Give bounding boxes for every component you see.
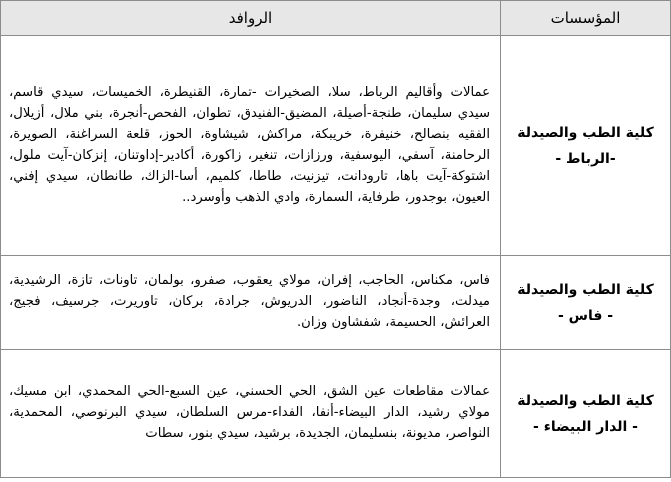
- institution-cell: [501, 350, 671, 478]
- institution-city: -الرباط -: [555, 150, 616, 167]
- institution-name: كلية الطب والصيدلة: [517, 392, 654, 409]
- table-row: [1, 350, 671, 478]
- table-row: [1, 36, 671, 256]
- table-row: [1, 256, 671, 350]
- table-header-row: [1, 1, 671, 36]
- institution-name: كلية الطب والصيدلة: [517, 124, 654, 141]
- feeders-cell: فاس، مكناس، الحاجب، إفران، مولاي يعقوب، صفرو، بولمان، تاونات، تازة، الرشيدية، ميدلت، وجدة-أنجاد، الناضور، الدريوش، جرادة، بركان، تاوريرت، جرسيف، فجيج، العرائش، الحسيمة، شفشاون وزان.: [1, 256, 501, 350]
- feeders-cell: عمالات وأقاليم الرباط، سلا، الصخيرات -تمارة، القنيطرة، الخميسات، سيدي قاسم، سيدي سليمان، طنجة-أصيلة، المضيق-الفنيدق، تطوان، الفحص-أنجرة، بني ملال، أزيلال، الفقيه بنصالح، خنيفرة، خريبكة، مراكش، شيشاوة، الحوز، قلعة السراغنة، الصويرة، الرحامنة، آسفي، اليوسفية، ورزازات، تنغير، زاكورة، أكادير-إداوتنان، إنزكان-آيت ملول، اشتوكة-آيت باها، تارودانت، تيزنيت، طاطا، كلميم، أسا-الزاك، طانطان، سيدي إفني، العيون، بوجدور، طرفاية، السمارة، وادي الذهب وأوسرد..: [1, 36, 501, 256]
- header-institutions: المؤسسات: [501, 1, 671, 36]
- feeders-cell: عمالات مقاطعات عين الشق، الحي الحسني، عين السبع-الحي المحمدي، ابن مسيك، مولاي رشيد، الدار البيضاء-أنفا، الفداء-مرس السلطان، سيدي البرنوصي، المحمدية، النواصر، مديونة، بنسليمان، الجديدة، برشيد، سيدي بنور، سطات: [1, 350, 501, 478]
- institution-city: - فاس -: [557, 307, 614, 324]
- header-feeders: الروافد: [1, 1, 501, 36]
- institution-cell: [501, 36, 671, 256]
- institution-cell: [501, 256, 671, 350]
- institution-name: كلية الطب والصيدلة: [517, 281, 654, 298]
- institution-city: - الدار البيضاء -: [533, 418, 638, 435]
